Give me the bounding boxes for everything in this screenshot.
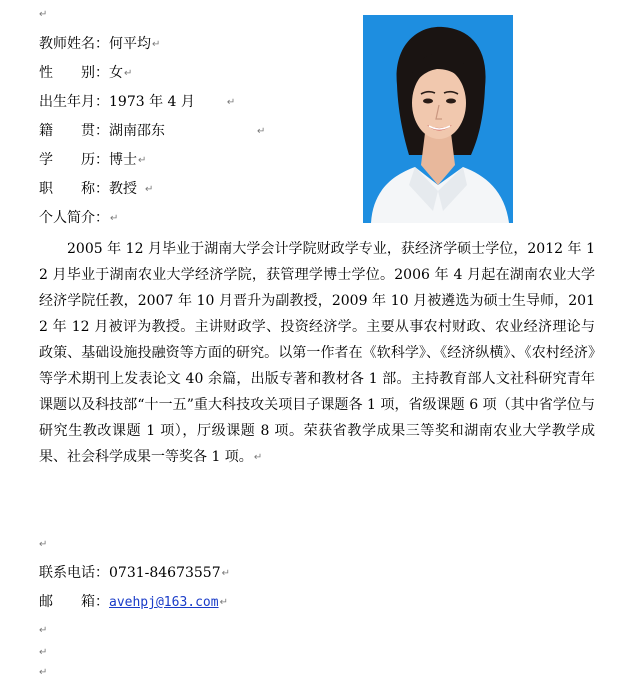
education-row bbox=[39, 150, 146, 170]
education-value: 博士 bbox=[109, 152, 137, 168]
email-row bbox=[39, 592, 228, 612]
bio-text: 2005 年 12 月毕业于湖南大学会计学院财政学专业，获经济学硕士学位，2012 年 12 月毕业于湖南农业大学经济学院，获管理学博士学位。2006 年 4 月起在湖南农业大学经济学院任教，2007 年 10 月晋升为副教授，2009 年 10 月被遴选为硕士生导师，2012 年 12 月被评为教授。主讲财政学、投资经济学。主要从事农村财政、农业经济理论与政策、基础设施投融资等方面的研究。以第一作者在《软科学》、《经济纵横》、《农村经济》等学术期刊上发表论文 40 余篇，出版专著和教材各 1 部。主持教育部人文社科研究青年课题以及科技部“十一五”重大科技攻关项目子课题各 1 项，省级课题 6 项（其中省学位与研究生教改课题 1 项），厅级课题 8 项。荣获省教学成果三等奖和湖南农业大学教学成果、社会科学成果一等奖各 1 项。 bbox=[39, 241, 595, 465]
title-value: 教授 bbox=[109, 181, 137, 197]
teacher-photo bbox=[363, 15, 513, 223]
portrait-image bbox=[363, 15, 513, 223]
name-value: 何平均 bbox=[109, 36, 151, 52]
origin-row bbox=[39, 121, 265, 141]
intro-label: 个人简介： bbox=[39, 210, 109, 226]
gender-label: 性 别： bbox=[39, 65, 109, 81]
paragraph-mark: ↵ bbox=[110, 213, 119, 224]
origin-label: 籍 贯： bbox=[39, 123, 109, 139]
paragraph-mark: ↵ bbox=[221, 568, 231, 579]
education-label: 学 历： bbox=[39, 152, 109, 168]
paragraph-mark: ↵ bbox=[253, 452, 263, 463]
name-label: 教师姓名： bbox=[39, 36, 109, 52]
email-link[interactable]: avehpj@163.com bbox=[109, 595, 219, 610]
paragraph-mark: ↵ bbox=[145, 184, 154, 195]
paragraph-mark: ↵ bbox=[219, 597, 228, 608]
title-row bbox=[39, 179, 153, 199]
paragraph-mark: ↵ bbox=[39, 667, 48, 678]
gender-row bbox=[39, 63, 132, 83]
paragraph-mark: ↵ bbox=[39, 647, 48, 658]
paragraph-mark: ↵ bbox=[124, 68, 133, 79]
gender-value: 女 bbox=[109, 65, 123, 81]
paragraph-mark: ↵ bbox=[39, 625, 48, 636]
phone-row bbox=[39, 563, 230, 583]
birth-label: 出生年月： bbox=[39, 94, 109, 110]
bio-paragraph bbox=[39, 236, 595, 471]
title-label: 职 称： bbox=[39, 181, 109, 197]
phone-label: 联系电话： bbox=[39, 565, 109, 581]
origin-value: 湖南邵东 bbox=[109, 123, 165, 139]
email-label: 邮 箱： bbox=[39, 594, 109, 610]
paragraph-mark: ↵ bbox=[39, 9, 48, 20]
paragraph-mark: ↵ bbox=[257, 126, 266, 137]
birth-row bbox=[39, 92, 235, 112]
paragraph-mark: ↵ bbox=[226, 97, 236, 108]
paragraph-mark: ↵ bbox=[39, 539, 48, 550]
paragraph-mark: ↵ bbox=[138, 155, 147, 166]
paragraph-mark: ↵ bbox=[152, 39, 161, 50]
name-row bbox=[39, 34, 160, 54]
birth-value: 1973 年 4 月 bbox=[109, 94, 195, 110]
intro-row bbox=[39, 208, 118, 228]
phone-value: 0731-84673557 bbox=[109, 565, 221, 581]
